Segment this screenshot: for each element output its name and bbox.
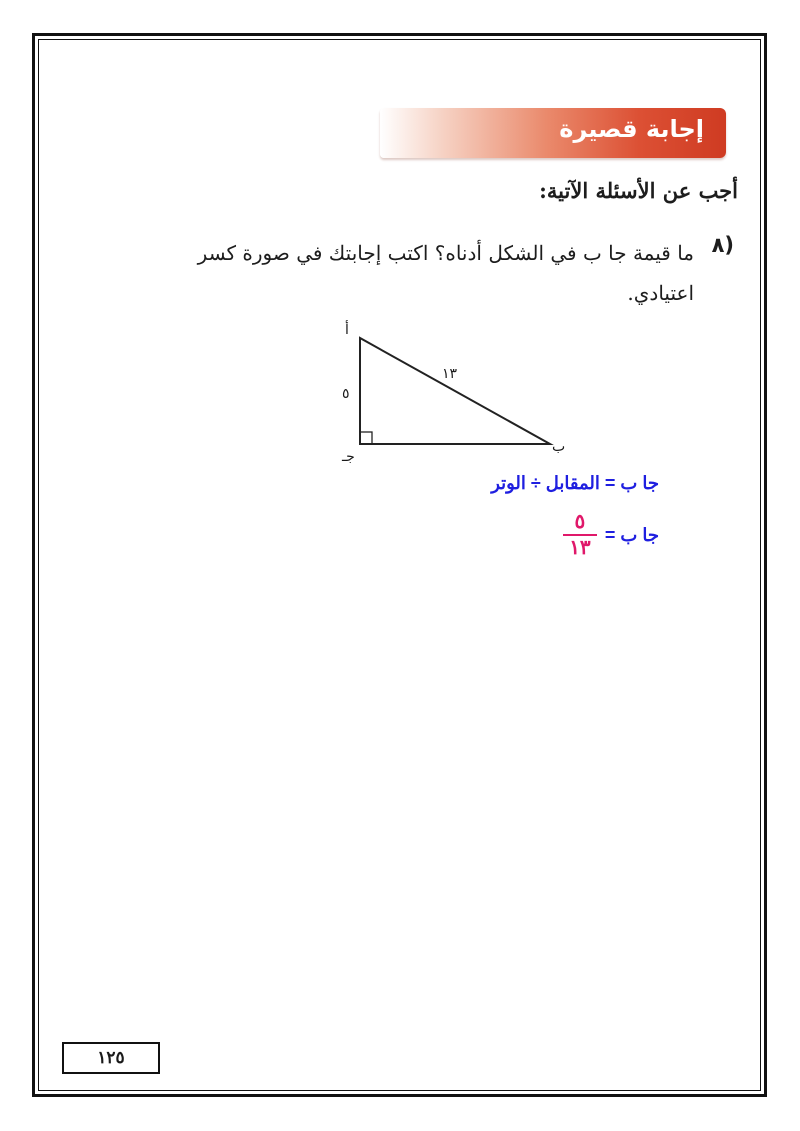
answer-fraction xyxy=(563,511,597,559)
answer-result xyxy=(563,510,659,560)
question-number: ٨) xyxy=(711,233,734,257)
right-angle-marker xyxy=(360,432,372,444)
fraction-bar xyxy=(563,534,597,536)
question-text: ما قيمة جا ب في الشكل أدناه؟ اكتب إجابتك في صورة كسر اعتيادي. xyxy=(197,241,694,305)
section-banner xyxy=(380,108,726,158)
side-label-hypotenuse: ١٣ xyxy=(442,366,458,382)
fraction-denominator: ١٣ xyxy=(569,537,591,559)
answer-result-prefix: جا ب = xyxy=(604,524,659,545)
answer-formula: جا ب = المقابل ÷ الوتر xyxy=(491,473,659,493)
vertex-label-top: أ xyxy=(345,322,349,338)
fraction-numerator: ٥ xyxy=(574,511,586,533)
vertex-label-bottom: جـ xyxy=(342,449,355,465)
triangle-shape xyxy=(360,338,550,444)
page-number: ١٢٥ xyxy=(62,1042,160,1074)
vertex-label-right: ب xyxy=(552,439,566,455)
section-title: إجابة قصيرة xyxy=(559,115,704,143)
side-label-vertical: ٥ xyxy=(342,386,350,402)
right-triangle-figure xyxy=(330,318,570,468)
instruction-text: أجب عن الأسئلة الآتية: xyxy=(539,178,738,203)
